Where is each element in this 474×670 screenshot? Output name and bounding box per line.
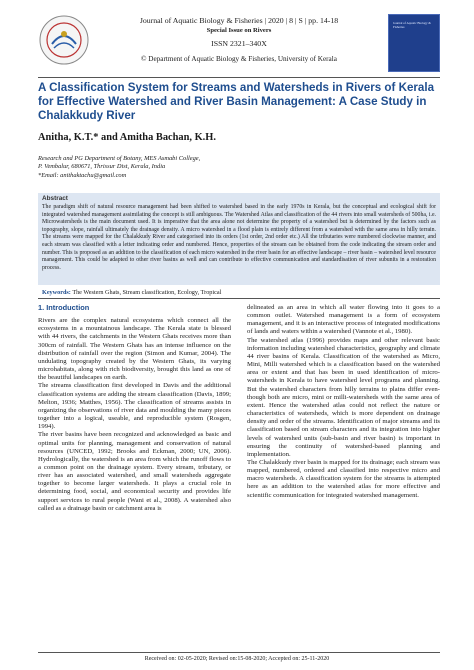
keywords — [42, 289, 221, 296]
keywords-list: The Western Ghats, Stream classification, Ecology, Tropical — [72, 289, 222, 296]
cover-title: Journal of Aquatic Biology & Fisheries — [393, 21, 431, 29]
header-divider — [38, 77, 440, 78]
article-authors: Anitha, K.T.* and Amitha Bachan, K.H. — [38, 132, 216, 143]
right-column — [247, 304, 440, 500]
introduction-heading: 1. Introduction — [38, 303, 90, 312]
university-logo-icon — [38, 14, 90, 66]
journal-citation: Journal of Aquatic Biology & Fisheries | 2020 | 8 | S | pp. 14-18 — [139, 16, 339, 25]
abstract-heading: Abstract — [42, 195, 68, 202]
paragraph: Rivers are the complex natural ecosystems which connect all the ecosystems in a mountainous landscape. The Kerala state is blessed with 44 rivers, the catchments in the Western Ghats receives more than 300cm of rainfall. The Western Ghats has an intense influence on the distribution of rainfall over the region (Simon and Kumar, 2004). The undulating topography created by the Western Ghats, its varying microhabitats, along with rich biodiversity, brought this land as one of the beautiful landscapes on earth. — [38, 317, 231, 382]
abstract-divider — [38, 298, 440, 299]
special-issue-label: Special Issue on Rivers — [206, 27, 272, 34]
affiliation-line: P. Vembalur, 680671, Thrissur Dist, Kerala, India — [38, 163, 166, 171]
affiliation-line: Research and PG Department of Botany, MES Asmabi College, — [38, 155, 201, 162]
paragraph: The streams classification first developed in Davis and the additional classification systems are adding the stream classification (Davis, 1899; Melton, 1936; Matthes, 1956). The classification of streams assists in organizing the observations of river data and moulding the many pieces together into a logical, useable, and reproducible system (Rosgen, 1994). — [38, 382, 231, 431]
copyright-line: © Department of Aquatic Biology & Fisheries, University of Kerala — [141, 55, 337, 63]
footer-divider — [38, 652, 440, 653]
paragraph: delineated as an area in which all water flowing into it goes to a common outlet. Watershed management is a form of ecosystem management, and it is an interactive process of integrated modifications of lands and waters within a watershed (Vannote et al., 1980). — [247, 304, 440, 336]
journal-cover-image — [388, 14, 440, 72]
author-email: *Email: anithaktachu@gmail.com — [38, 171, 127, 179]
issn: ISSN 2321–340X — [211, 39, 267, 48]
article-title: A Classification System for Streams and Watersheds in Rivers of Kerala for Effective Watershed and River Basin Management: A Case Study in Chalakkudy River — [38, 81, 435, 123]
abstract-text: The paradigm shift of natural resource management had been shifted to watershed based in the early 1970s in Kerala, but the conceptual and ecological shift for integrated watershed management assimilating the concept is still ambiguous. The Watershed Atlas and classification of the 44 rivers into small watersheds of 500ha, i.e. Microwatersheds is the main document used. It is imperative that the area alone not determine the property of a watershed but is determined by the factors such as topography, slope, rainfall ultimately the drainage density. A micro watershed in a flood plain is entirely different from a watershed with the same area in hilly terrain. The streams were mapped for the Chalakkudy River and categorised into its orders (1st order, 2nd order etc.) All the tributaries were numbered clockwise manner, and each stream was classified with a letter indicating order and numbered. Hence, properties of the stream can be obtained from the code indicating the stream order and number. This is proposed as an addition to the classification of each micro watershed in the river basin for an effective landscape – river basin – watershed level resource management. This could be adapted to other river basins as well and can contribute to effective communication and standardisation of river subunits in a restoration process. — [42, 204, 436, 271]
received-dates: Received on: 02-05-2020; Revised on:15-08-2020; Accepted on: 25-11-2020 — [144, 656, 330, 662]
paragraph: The river basins have been recognized and acknowledged as basic and optimal units for planning, management and conservation of natural resources (UNCED, 1992; Brooks and Eckman, 2000; UN, 2006). Hydrologically, the watershed is an area from which the runoff flows to a common point on the drainage system. Every stream, tributary, or river has an associated watershed, and small watersheds aggregate together to become larger watersheds. It plays a crucial role in determining food, social, and economical security and provides life support services to rural people (Wani et al., 2008). A watershed also called as a drainage basin or catchment area is — [38, 431, 231, 512]
author-affiliation — [38, 155, 200, 180]
journal-header — [38, 14, 440, 74]
paragraph: The Chalakkudy river basin is mapped for its drainage; each stream was mapped, numbered, ordered and classified into respective micro and macro watersheds. A classification system for the streams is attempted here as an addition to the watershed atlas for more effective and scientific communication for integrated watershed management. — [247, 458, 440, 499]
left-column — [38, 304, 231, 513]
paragraph: The watershed atlas (1996) provides maps and other relevant basic information including watershed characteristics, geography and climate 44 river basins of Kerala. Classification of the watershed as Micro, Mini, Milli watershed which is a classification based on the watershed area or extent and that has been in used identification of micro-watersheds in Kerala to have watershed level programs and planning. But the watershed characters from hilly terrains to plains differ even-though both are micro, mini or milli-watersheds with the same area of extent. Hence the watershed atlas could not reflect the nature or characteristics of watersheds, which is more dependent on drainage density and order of the streams. Identification of major streams and its classification based on stream characters and its integration into higher levels of watershed units (sub-basin and river basin) is important in ensuring the continuity of watershed-based planning and implementation. — [247, 336, 440, 458]
keywords-label: Keywords: — [42, 289, 71, 296]
